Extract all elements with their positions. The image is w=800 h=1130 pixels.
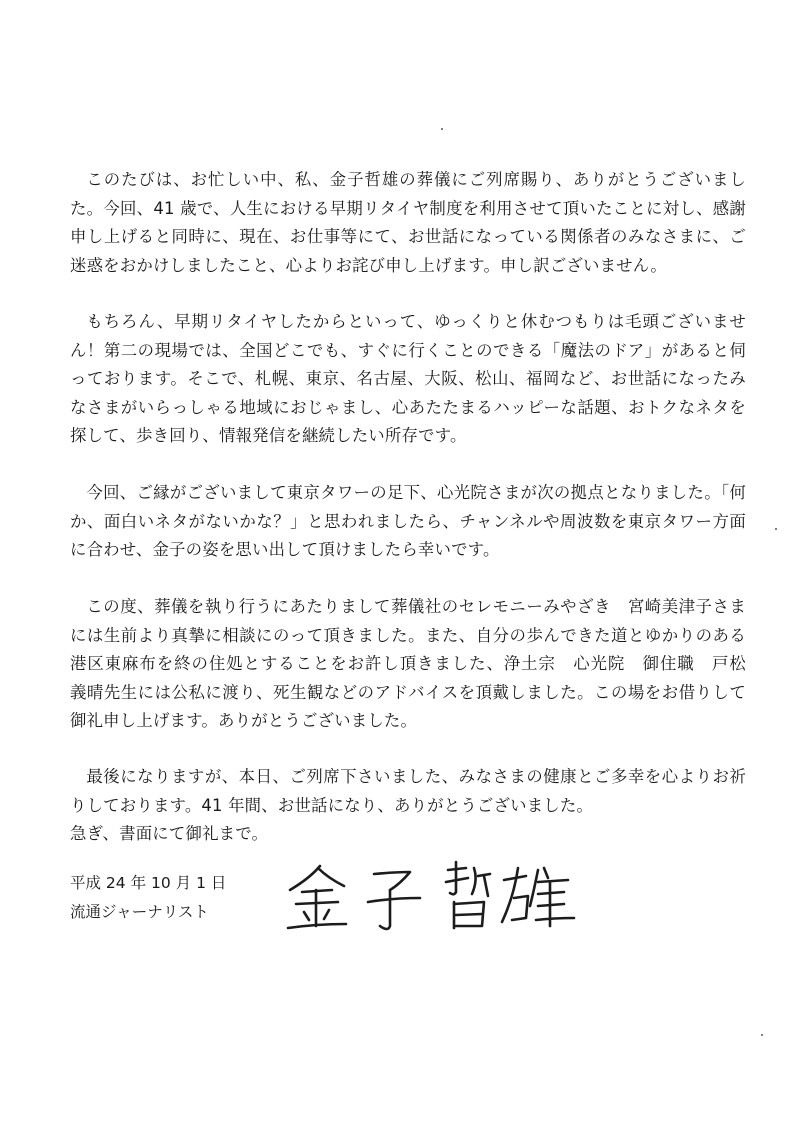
closing-line: 急ぎ、書面にて御礼まで。: [70, 824, 269, 843]
scan-speck: [441, 128, 443, 130]
scan-speck: [761, 1034, 763, 1036]
paragraph-acknowledgements: この度、葬儀を執り行うにあたりまして葬儀社のセレモニーみやざき 宮崎美津子さまには生前より真摯に相談にのって頂きました。また、自分の歩んできた道とゆかりのある港区東麻布を終の住処とすることをお許し頂きました、浄土宗 心光院 御住職 戸松 義晴先生には公私に渡り、死生観などのアドバイスを頂戴しました。この場をお借りして御礼申し上げます。ありがとうございました。: [70, 597, 763, 730]
paragraph-tokyo-tower: 今回、ご縁がございまして東京タワーの足下、心光院さまが次の拠点となりました。「何か、面白いネタがないかな？」と思われましたら、チャンネルや周波数を東京タワー方面に合わせ、金子の姿を思い出して頂けましたら幸いです。: [70, 483, 746, 559]
handwritten-signature: [282, 860, 582, 940]
closing-wishes: 最後になりますが、本日、ご列席下さいました、みなさまの健康とご多幸を心よりお祈りしております。41 年間、お世話になり、ありがとうございました。: [70, 767, 746, 815]
paragraph-closing: [70, 763, 746, 849]
scan-speck: [775, 528, 777, 530]
author-title: 流通ジャーナリスト: [70, 903, 209, 921]
paragraph-thanks: このたびは、お忙しい中、私、金子哲雄の葬儀にご列席賜り、ありがとうございました。今回、41 歳で、人生における早期リタイヤ制度を利用させて頂いたことに対し、感謝申し上げると同時に、現在、お仕事等にて、お世話になっている関係者のみなさまに、ご迷惑をおかけしましたこと、心よりお詫び申し上げます。申し訳ございません。: [70, 170, 746, 275]
letter-date: 平成 24 年 10 月 1 日: [70, 874, 227, 892]
paragraph-second-field: もちろん、早期リタイヤしたからといって、ゆっくりと休むつもりは毛頭ございません！第二の現場では、全国どこでも、すぐに行くことのできる「魔法のドア」があると伺っております。そこで、札幌、東京、名古屋、大阪、松山、福岡など、お世話になったみなさまがいらっしゃる地域におじゃまし、心あたたまるハッピーな話題、おトクなネタを探して、歩き回り、情報発信を継続したい所存です。: [70, 312, 746, 445]
